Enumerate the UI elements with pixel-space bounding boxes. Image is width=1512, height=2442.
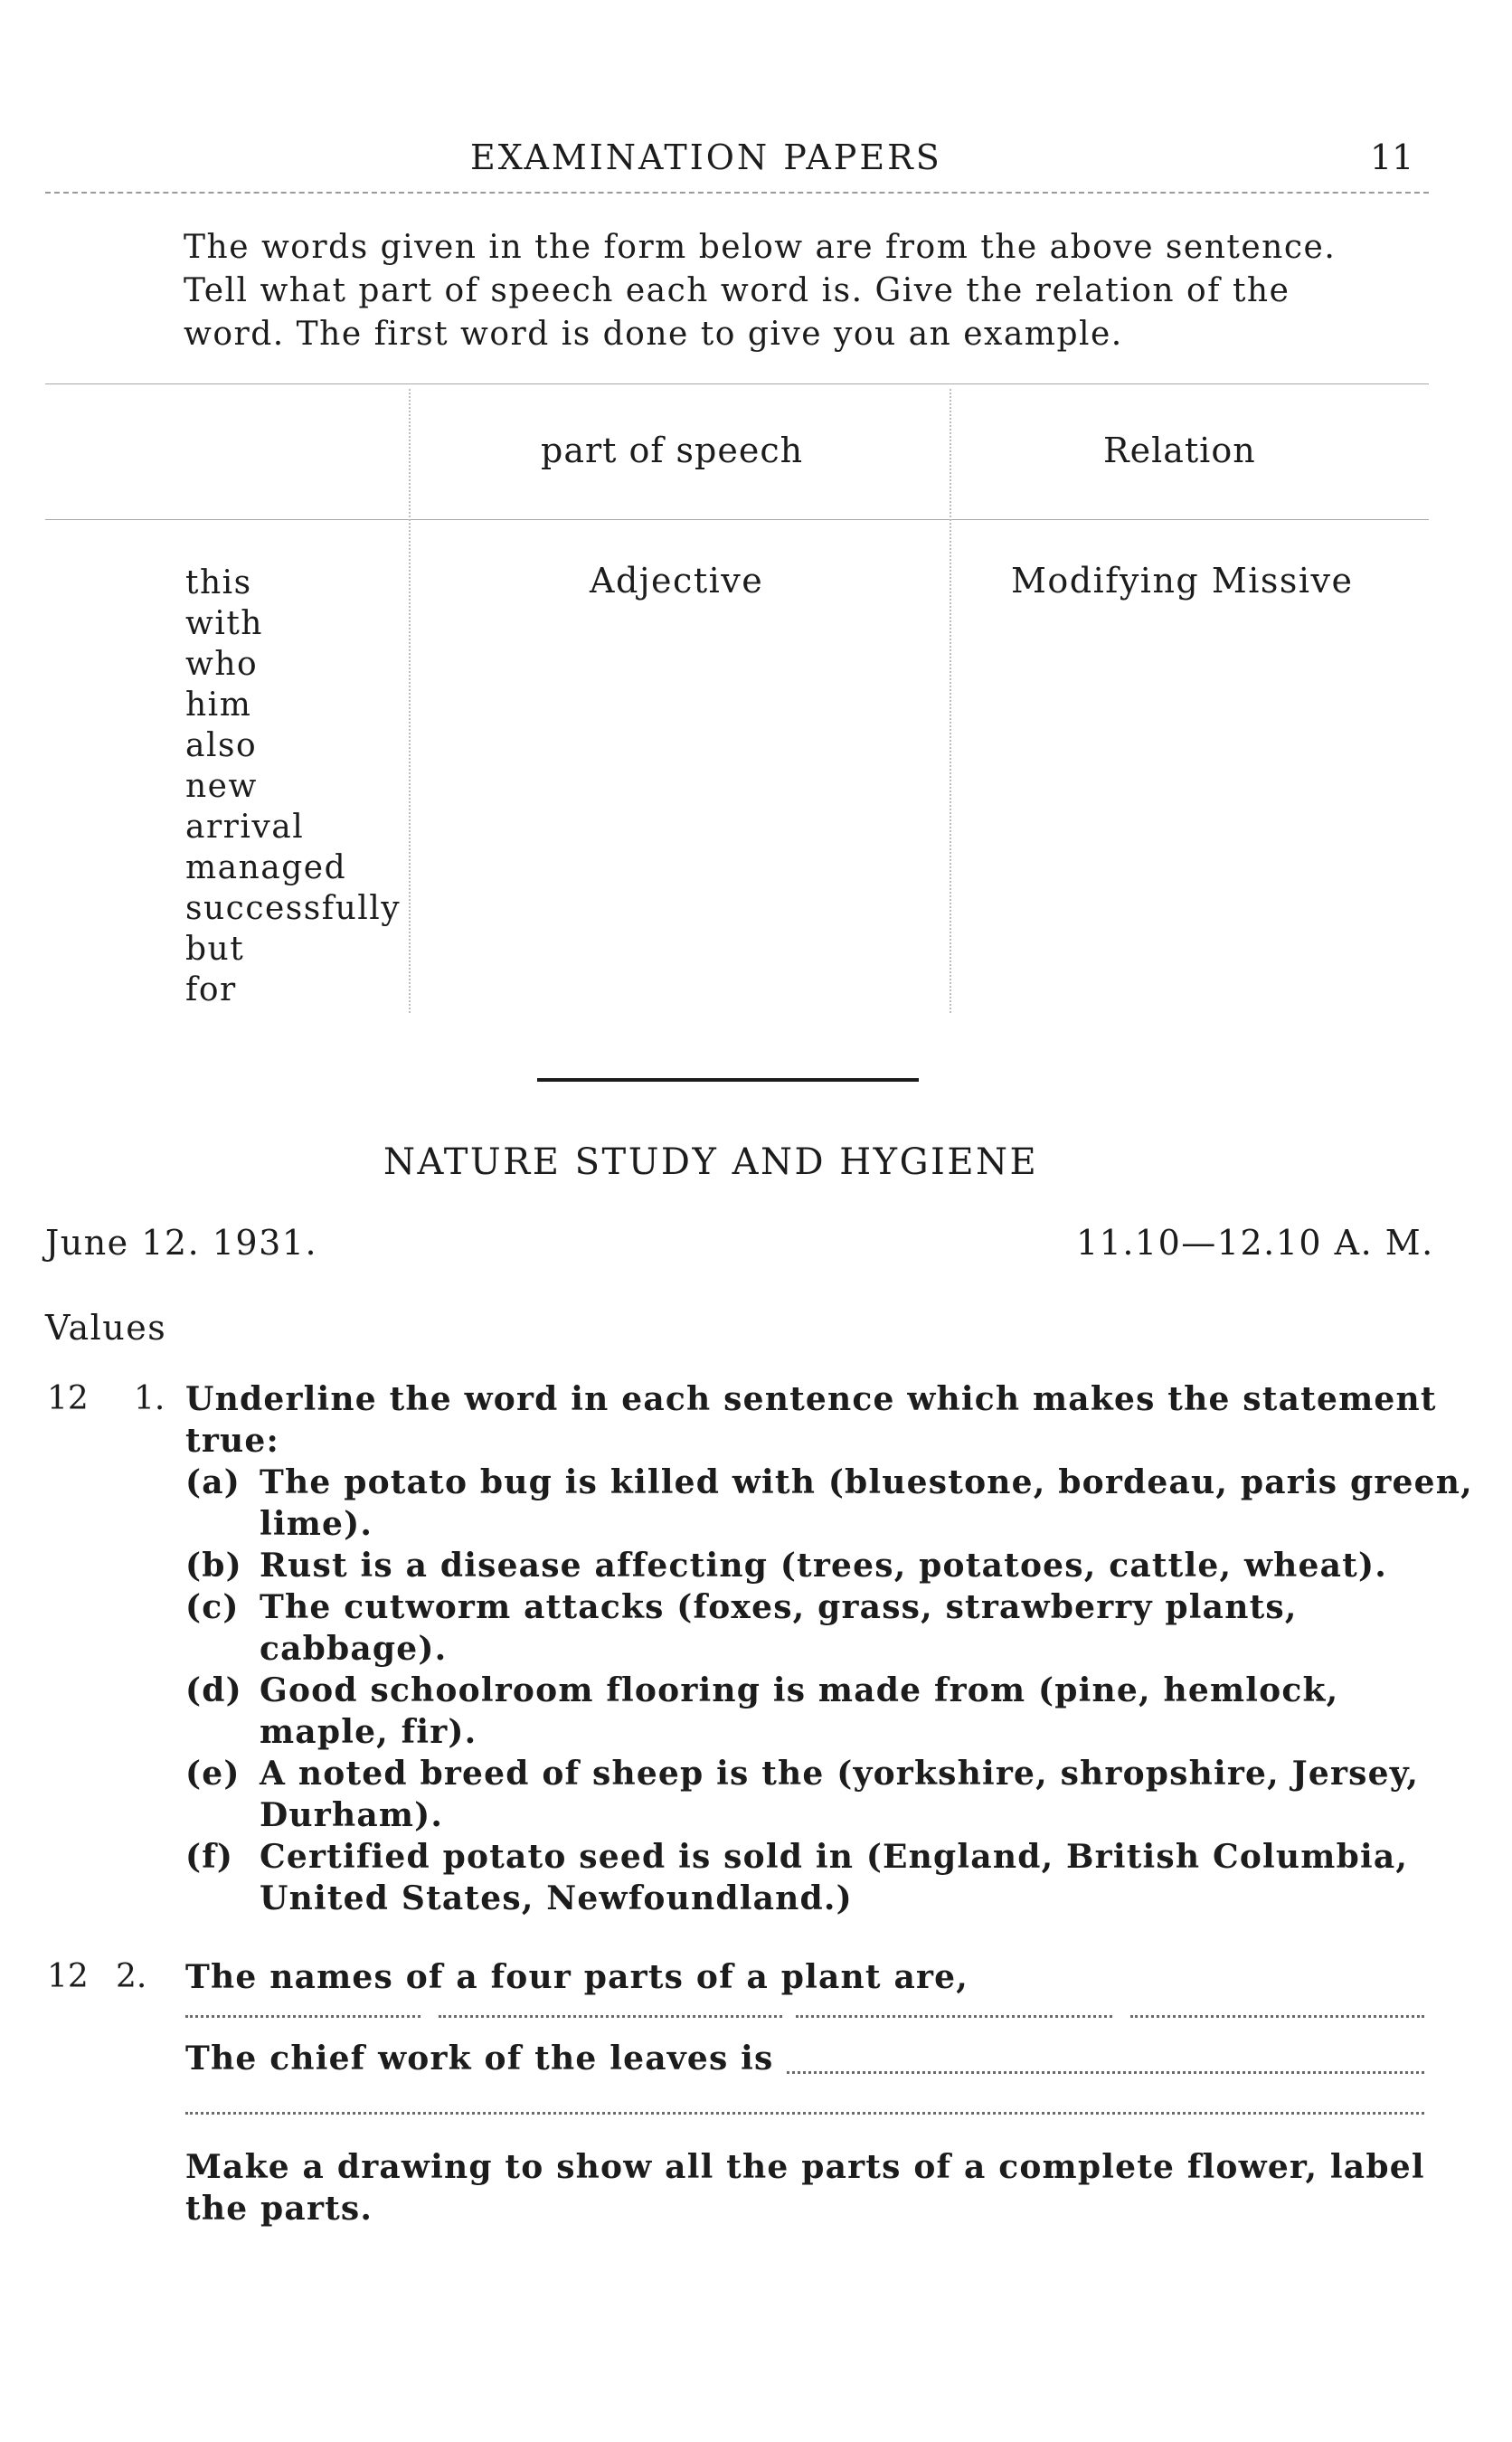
table-row-word: but	[185, 931, 245, 968]
table-column-divider	[950, 389, 951, 1013]
table-top-rule	[45, 383, 1429, 384]
question-text: true:	[185, 1422, 279, 1460]
item-text: cabbage).	[260, 1630, 448, 1668]
answer-blank[interactable]	[185, 2112, 1424, 2115]
instructions-line: The words given in the form below are from the above sentence.	[184, 229, 1337, 266]
running-header: EXAMINATION PAPERS	[470, 137, 942, 177]
question-text: the parts.	[185, 2190, 373, 2228]
table-row-word: for	[185, 971, 237, 1008]
item-text: A noted breed of sheep is the (yorkshire, shropshire, Jersey,	[260, 1755, 1420, 1793]
answer-blank[interactable]	[439, 2015, 782, 2018]
question-text: Make a drawing to show all the parts of a complete flower, label	[185, 2148, 1425, 2186]
table-column-divider	[409, 389, 411, 1013]
answer-blank[interactable]	[787, 2071, 1424, 2074]
question-text: The names of a four parts of a plant are,	[185, 1958, 969, 1996]
item-text: The cutworm attacks (foxes, grass, strawberry plants,	[260, 1588, 1298, 1626]
item-label: (a)	[185, 1463, 241, 1501]
table-header-rule	[45, 519, 1429, 520]
header-rule	[45, 192, 1429, 194]
values-label: Values	[45, 1308, 167, 1348]
item-label: (b)	[185, 1547, 242, 1585]
item-text: Good schoolroom flooring is made from (pine, hemlock,	[260, 1671, 1339, 1709]
question-value: 12	[47, 1958, 89, 1995]
instructions-paragraph	[184, 226, 1432, 356]
example-relation: Modifying Missive	[1011, 561, 1354, 601]
item-text: Certified potato seed is sold in (England, British Columbia,	[260, 1838, 1409, 1876]
section-title: NATURE STUDY AND HYGIENE	[383, 1141, 1039, 1183]
answer-blank[interactable]	[185, 2015, 421, 2018]
example-part-of-speech: Adjective	[590, 561, 764, 601]
question-value: 12	[47, 1380, 89, 1417]
section-separator	[537, 1078, 919, 1082]
item-text: United States, Newfoundland.)	[260, 1879, 853, 1917]
question-number: 1.	[134, 1380, 165, 1417]
item-label: (f)	[185, 1838, 234, 1876]
item-label: (c)	[185, 1588, 240, 1626]
table-row-word: also	[185, 727, 258, 764]
question-number: 2.	[116, 1958, 147, 1995]
page-number: 11	[1370, 137, 1414, 177]
item-text: The potato bug is killed with (bluestone, bordeau, paris green,	[260, 1463, 1473, 1501]
answer-blank[interactable]	[796, 2015, 1112, 2018]
item-text: maple, fir).	[260, 1713, 477, 1751]
item-text: Durham).	[260, 1796, 444, 1834]
exam-date: June 12. 1931.	[45, 1223, 318, 1263]
table-row-word: managed	[185, 849, 347, 886]
question-text: The chief work of the leaves is	[185, 2040, 774, 2078]
table-row-word: arrival	[185, 809, 305, 846]
table-row-word: who	[185, 646, 259, 683]
item-label: (e)	[185, 1755, 241, 1793]
item-label: (d)	[185, 1671, 242, 1709]
table-row-word: successfully	[185, 890, 402, 927]
table-row-word: new	[185, 768, 258, 805]
table-row-word: this	[185, 564, 252, 601]
column-header-part-of-speech: part of speech	[541, 431, 804, 470]
table-row-word: with	[185, 605, 263, 642]
item-text: lime).	[260, 1505, 373, 1543]
instructions-line: word. The first word is done to give you an example.	[184, 316, 1123, 353]
answer-blank[interactable]	[1130, 2015, 1424, 2018]
table-row-word: him	[185, 686, 252, 724]
question-text: Underline the word in each sentence which makes the statement	[185, 1380, 1437, 1418]
column-header-relation: Relation	[1103, 431, 1256, 470]
instructions-line: Tell what part of speech each word is. Give the relation of the	[184, 272, 1290, 309]
exam-time: 11.10—12.10 A. M.	[1076, 1223, 1434, 1263]
item-text: Rust is a disease affecting (trees, potatoes, cattle, wheat).	[260, 1547, 1387, 1585]
